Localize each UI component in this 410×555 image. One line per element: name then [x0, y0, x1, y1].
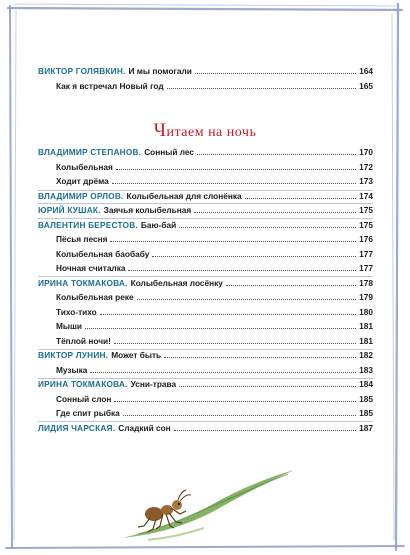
toc-page: 184 [359, 379, 373, 389]
toc-title: Где спит рыбка [56, 408, 120, 418]
toc-title: Как я встречал Новый год [56, 81, 164, 91]
toc-title: Сонный лес [144, 147, 195, 157]
toc-entry[interactable] [38, 216, 373, 230]
toc-title: Колыбельная лосёнку [130, 277, 223, 288]
toc-entry[interactable] [56, 303, 373, 317]
dot-leader [114, 400, 356, 402]
toc-author: ЛИДИЯ ЧАРСКАЯ. [38, 422, 116, 433]
toc-page: 182 [359, 350, 373, 360]
dot-leader [197, 153, 356, 155]
toc-entry[interactable] [56, 404, 373, 418]
dot-leader [174, 429, 356, 431]
toc-page: 174 [359, 190, 373, 201]
dot-leader [179, 226, 356, 228]
dot-leader [164, 356, 356, 358]
toc-author: ВИКТОР ЛУНИН. [38, 350, 109, 360]
dot-leader [123, 414, 356, 416]
toc-entry[interactable] [56, 245, 373, 259]
ant-on-grass-illustration [118, 468, 298, 543]
toc-title: Заячья колыбельная [103, 205, 192, 215]
toc-entry[interactable] [38, 419, 373, 433]
toc-entry[interactable] [56, 77, 373, 91]
toc-page: 187 [359, 422, 373, 433]
toc-page: 180 [359, 306, 373, 317]
toc-page: 173 [359, 176, 373, 186]
toc-page: 179 [359, 292, 373, 302]
toc-entry[interactable] [56, 158, 373, 172]
toc-author: ВАЛЕНТИН БЕРЕСТОВ. [38, 219, 138, 230]
toc-title: Пёсья песня [56, 234, 108, 244]
toc-entry[interactable] [56, 259, 373, 273]
dot-leader [85, 327, 356, 329]
toc-entry[interactable] [38, 201, 373, 215]
toc-page: 170 [359, 147, 373, 157]
dot-leader [114, 342, 356, 344]
dot-leader [195, 72, 356, 74]
toc-title: Может быть [111, 350, 162, 360]
toc-title: Колыбельная реке [56, 292, 134, 302]
toc-page: 181 [359, 335, 373, 346]
toc-entry[interactable] [56, 390, 373, 404]
toc-entry[interactable] [56, 361, 373, 375]
section-title-rest: итаем на ночь [166, 125, 257, 140]
toc-page: 185 [359, 393, 373, 404]
toc-author: ВИКТОР ГОЛЯВКИН. [38, 66, 126, 76]
toc-page: 176 [359, 234, 373, 244]
toc-title: Колыбельная для слонёнка [126, 190, 242, 201]
toc-title: Ходит дрёма [56, 176, 109, 186]
toc-title: Тёплой ночи! [56, 335, 111, 346]
toc-page: 183 [359, 364, 373, 375]
toc-page: 177 [359, 248, 373, 259]
dot-leader [100, 313, 356, 315]
dot-leader [110, 240, 356, 242]
toc-title: Тихо-тихо [56, 306, 97, 317]
toc-title: Ночная считалка [56, 263, 126, 273]
dot-leader [137, 298, 357, 300]
toc-title: Сладкий сон [118, 422, 171, 433]
dot-leader [167, 87, 356, 89]
toc-entry[interactable] [56, 332, 373, 346]
toc-title: Баю-бай [140, 219, 177, 230]
dot-leader [245, 197, 357, 199]
toc-entry[interactable] [56, 230, 373, 244]
toc-page: 185 [359, 408, 373, 418]
toc-page: 172 [359, 161, 373, 172]
toc-entry[interactable] [38, 62, 373, 76]
toc-entry[interactable] [38, 346, 373, 360]
toc-author: ИРИНА ТОКМАКОВА. [38, 379, 128, 389]
toc-author: ИРИНА ТОКМАКОВА. [38, 277, 128, 288]
toc-page: 181 [359, 321, 373, 331]
toc-page: 178 [359, 277, 373, 288]
section-title-initial: Ч [153, 120, 167, 141]
toc-entry[interactable] [56, 317, 373, 331]
toc-page: 165 [359, 81, 373, 91]
toc-top [38, 62, 373, 92]
dot-leader [179, 385, 356, 387]
toc-page: 177 [359, 263, 373, 273]
toc-entry[interactable] [38, 375, 373, 389]
toc-title: И мы помогали [128, 66, 192, 76]
toc-title: Колыбельная баобабу [56, 248, 150, 259]
dot-leader [90, 371, 356, 373]
toc-page: 175 [359, 219, 373, 230]
dot-leader [226, 284, 356, 286]
toc-title: Музыка [56, 364, 88, 375]
toc-title: Колыбельная [56, 161, 113, 172]
toc-author: ВЛАДИМИР СТЕПАНОВ. [38, 147, 142, 157]
toc-author: ЮРИЙ КУШАК. [38, 205, 101, 215]
toc-page: 164 [359, 66, 373, 76]
toc-entry[interactable] [56, 288, 373, 302]
toc-entry[interactable] [38, 187, 373, 201]
dot-leader [152, 255, 356, 257]
section-title [0, 120, 410, 142]
dot-leader [194, 211, 356, 213]
toc-entry[interactable] [38, 274, 373, 288]
toc-entry[interactable] [38, 143, 373, 157]
toc-entry[interactable] [56, 172, 373, 186]
toc-author: ВЛАДИМИР ОРЛОВ. [38, 190, 124, 201]
toc-main [38, 143, 373, 443]
toc-title: Сонный слон [56, 393, 112, 404]
dot-leader [112, 182, 356, 184]
toc-title: Усни-трава [130, 379, 177, 389]
toc-title: Мыши [56, 321, 83, 331]
dot-leader [116, 168, 356, 170]
dot-leader [128, 269, 356, 271]
toc-page: 175 [359, 205, 373, 215]
